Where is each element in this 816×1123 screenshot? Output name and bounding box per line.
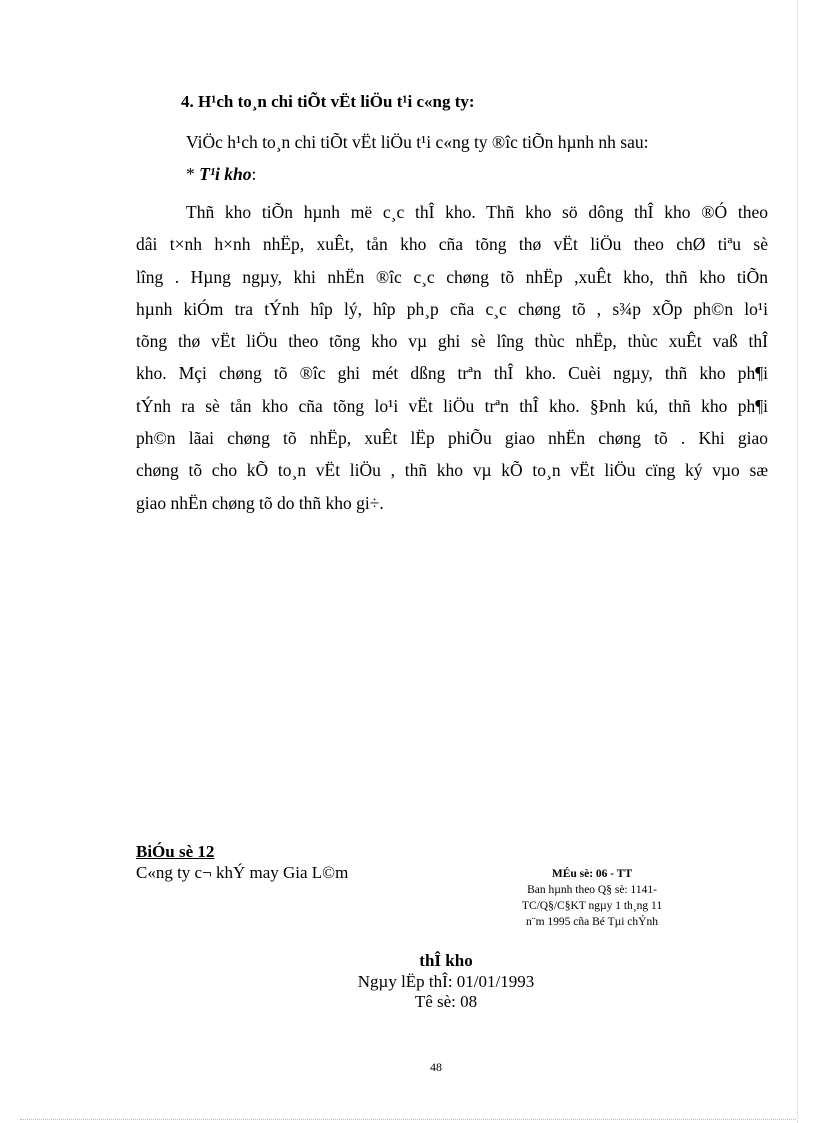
form-title-block bbox=[296, 950, 596, 1012]
paragraph-line: Thñ kho tiÕn hµnh më c¸c thÎ kho. Thñ kho sö dông thÎ kho ®Ó theo bbox=[186, 202, 768, 222]
subsection-heading bbox=[186, 164, 256, 185]
decree-line: n¨m 1995 cña Bé Tµi chÝnh bbox=[526, 916, 658, 928]
decree-line: Ban hµnh theo Q§ sè: 1141- bbox=[527, 884, 657, 896]
paragraph-line: tÝnh ra sè tån kho cña tõng lo¹i vËt liÖu trªn thÎ kho. §Þnh kú, thñ kho ph¶i bbox=[136, 395, 768, 416]
page-right-border bbox=[797, 0, 798, 1123]
subsection-colon: : bbox=[251, 164, 257, 184]
decree-line: TC/Q§/C§KT ngµy 1 th¸ng 11 bbox=[521, 900, 663, 912]
paragraph-line: kho. Mçi chøng tõ ®îc ghi mét dßng trªn thÎ kho. Cuèi ngµy, thñ kho ph¶i bbox=[136, 363, 768, 384]
subsection-bullet: * bbox=[186, 164, 200, 184]
section-heading: 4. H¹ch to¸n chi tiÕt vËt liÖu t¹i c«ng ty: bbox=[181, 92, 475, 111]
form-date: Ngµy lËp thÎ: 01/01/1993 bbox=[357, 972, 535, 991]
paragraph-line: dâi t×nh h×nh nhËp, xuÊt, tån kho cña tõng thø vËt liÖu theo chØ tiªu sè bbox=[136, 234, 768, 255]
form-code: MÉu sè: 06 - TT bbox=[551, 868, 633, 880]
paragraph-line: chøng tõ cho kÕ to¸n vËt liÖu , thñ kho vµ kÕ to¸n vËt liÖu cïng ký vµo sæ bbox=[136, 460, 768, 481]
section-intro: ViÖc h¹ch to¸n chi tiÕt vËt liÖu t¹i c«ng ty ®îc tiÕn hµnh nh sau: bbox=[186, 132, 649, 152]
form-code-block bbox=[498, 866, 686, 930]
form-title: thÎ kho bbox=[419, 951, 473, 970]
subsection-title: T¹i kho bbox=[199, 164, 252, 184]
paragraph-line: ph©n lãai chøng tõ nhËp, xuÊt lËp phiÕu giao nhËn chøng tõ . Khi giao bbox=[136, 428, 768, 449]
page-bottom-border bbox=[20, 1119, 796, 1120]
paragraph-line: lîng . Hµng ngµy, khi nhËn ®îc c¸c chøng tõ nhËp ,xuÊt kho, thñ kho tiÕn bbox=[136, 266, 768, 287]
page-number: 48 bbox=[430, 1060, 442, 1074]
paragraph-line: giao nhËn chøng tõ do thñ kho gi÷. bbox=[136, 492, 384, 513]
paragraph-line: tõng thø vËt liÖu theo tõng kho vµ ghi sè lîng thùc nhËp, thùc xuÊt vaß thÎ bbox=[136, 331, 768, 352]
form-sheet-number: Tê sè: 08 bbox=[414, 992, 478, 1011]
company-name: C«ng ty c¬ khÝ may Gia L©m bbox=[136, 863, 349, 882]
body-paragraph bbox=[136, 196, 768, 519]
paragraph-line: hµnh kiÓm tra tÝnh hîp lý, hîp ph¸p cña c¸c chøng tõ , s¾p xÕp ph©n lo¹i bbox=[136, 298, 768, 319]
form-label: BiÓu sè 12 bbox=[136, 842, 215, 861]
